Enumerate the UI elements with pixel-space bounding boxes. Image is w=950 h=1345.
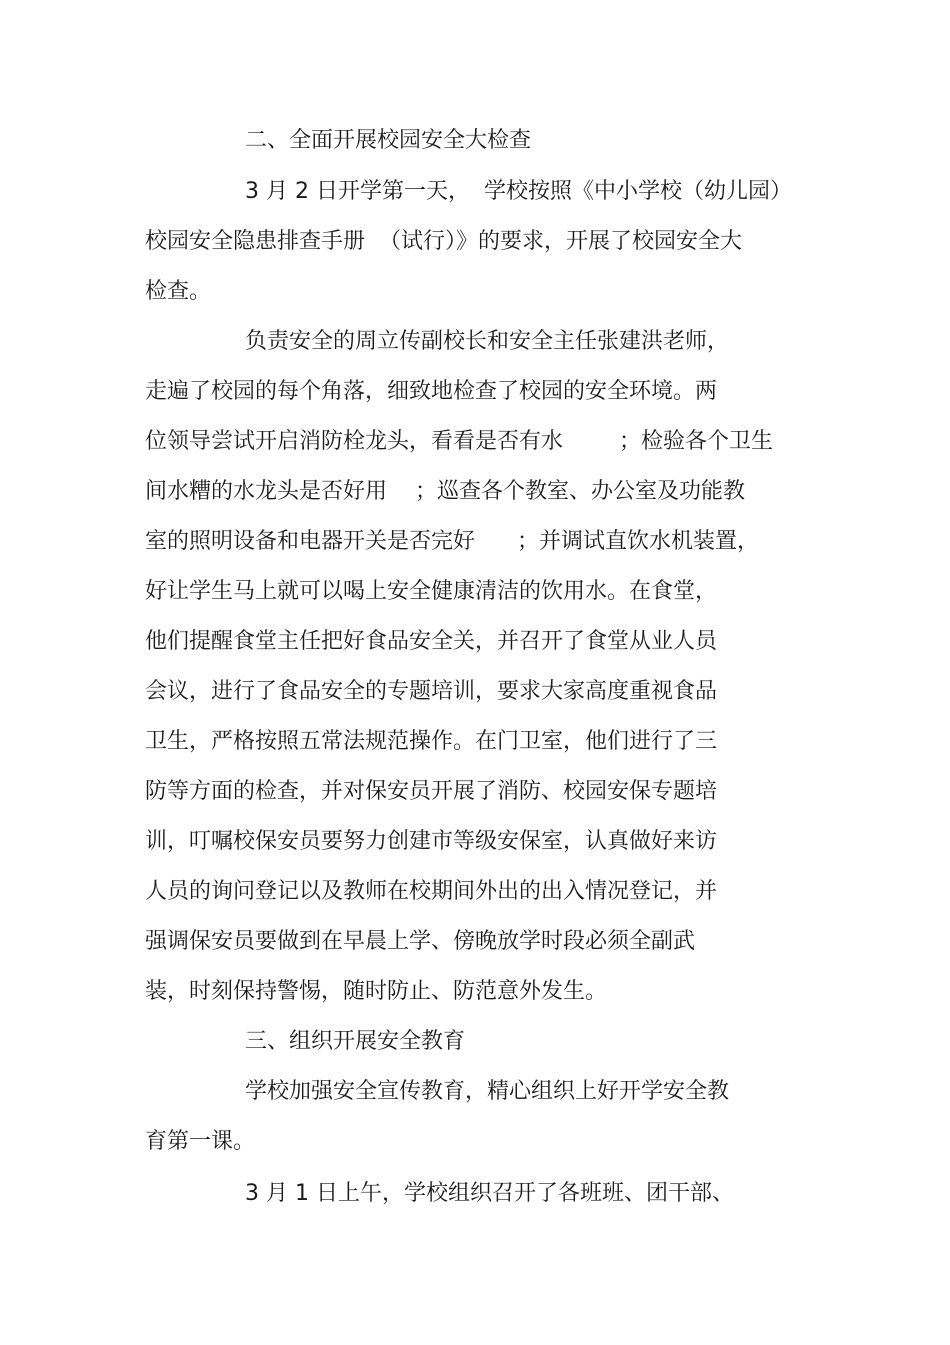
paragraph-line: 学校加强安全宣传教育，精心组织上好开学安全教	[245, 1079, 730, 1104]
paragraph-line: 负责安全的周立传副校长和安全主任张建洪老师，	[245, 329, 730, 354]
paragraph-line: 防等方面的检查，并对保安员开展了消防、校园安保专题培	[145, 779, 718, 804]
paragraph-line: 走遍了校园的每个角落，细致地检查了校园的安全环境。两	[145, 379, 718, 404]
paragraph-line: 人员的询问登记以及教师在校期间外出的出入情况登记，并	[145, 879, 718, 904]
paragraph-line: 卫生，严格按照五常法规范操作。在门卫室，他们进行了三	[145, 729, 718, 754]
paragraph-line: 3 月 1 日上午，学校组织召开了各班班、团干部、	[245, 1181, 734, 1206]
paragraph-line: 装，时刻保持警惕，随时防止、防范意外发生。	[145, 979, 608, 1004]
paragraph-line: 3 月 2 日开学第一天， 学校按照《中小学校（幼儿园）	[245, 179, 792, 204]
section-heading-2: 二、全面开展校园安全大检查	[245, 128, 532, 153]
paragraph-line: 检查。	[145, 279, 212, 304]
section-heading-3: 三、组织开展安全教育	[245, 1029, 466, 1054]
paragraph-line: 他们提醒食堂主任把好食品安全关，并召开了食堂从业人员	[145, 629, 718, 654]
paragraph-line: 训，叮嘱校保安员要努力创建市等级安保室，认真做好来访	[145, 829, 718, 854]
paragraph-line: 校园安全隐患排查手册 （试行）》的要求，开展了校园安全大	[145, 229, 742, 254]
paragraph-line: 位领导尝试开启消防栓龙头，看看是否有水 ；检验各个卫生	[145, 429, 773, 454]
paragraph-line: 室的照明设备和电器开关是否完好 ；并调试直饮水机装置，	[145, 529, 759, 554]
paragraph-line: 强调保安员要做到在早晨上学、傍晚放学时段必须全副武	[145, 929, 696, 954]
paragraph-line: 会议，进行了食品安全的专题培训，要求大家高度重视食品	[145, 679, 718, 704]
paragraph-line: 好让学生马上就可以喝上安全健康清洁的饮用水。在食堂，	[145, 579, 718, 604]
paragraph-line: 育第一课。	[145, 1129, 256, 1154]
paragraph-line: 间水糟的水龙头是否好用 ；巡查各个教室、办公室及功能教	[145, 479, 745, 504]
